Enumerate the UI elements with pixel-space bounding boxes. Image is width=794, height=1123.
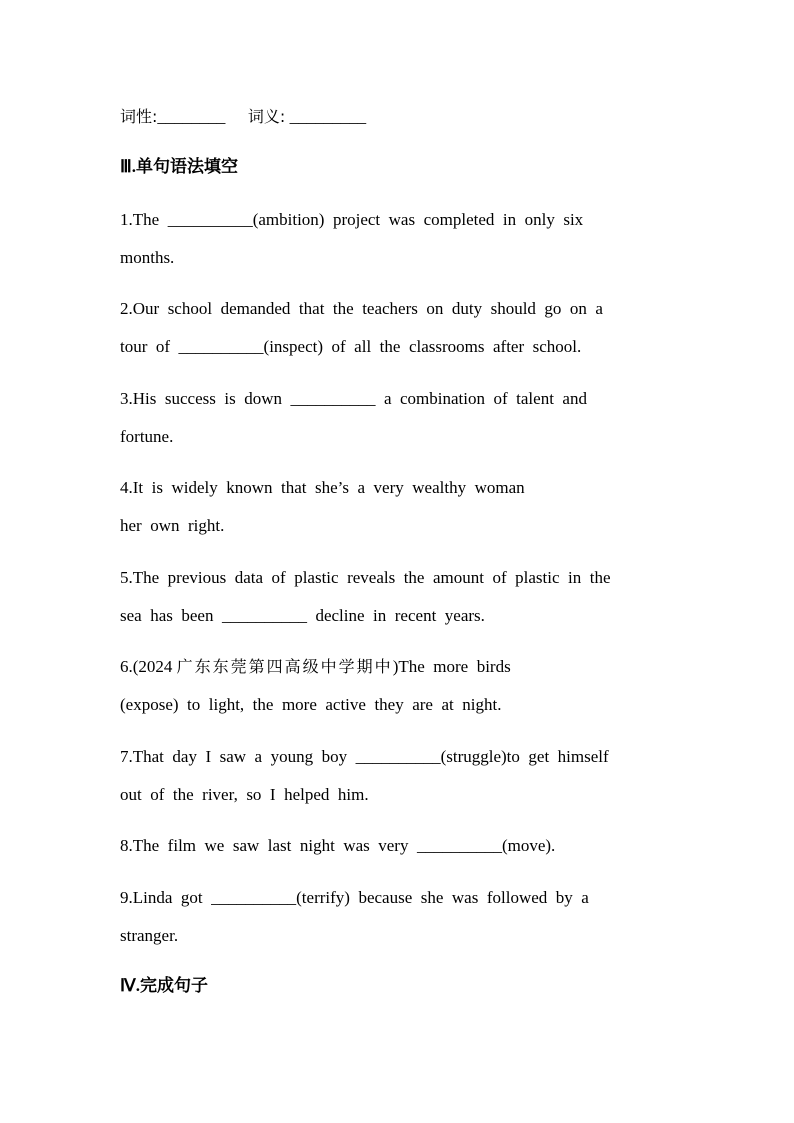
question-9-line-1: 9.Linda got __________(terrify) because she was followed by a	[120, 888, 589, 907]
question-9-line-2: stranger.	[120, 926, 179, 945]
question-7-blank[interactable]: __________	[355, 747, 441, 766]
section-3-title: 单句语法填空	[135, 157, 238, 177]
question-5-line-1: 5.The previous data of plastic reveals the amount of plastic in the	[120, 568, 611, 587]
question-7-line-2: out of the river, so I helped him.	[120, 785, 369, 804]
question-1-line-2: months.	[120, 248, 175, 267]
question-9-blank[interactable]: __________	[211, 888, 297, 907]
section-4-title: 完成句子	[139, 976, 208, 996]
question-5-line-2: sea has been __________ decline in recent years.	[120, 606, 485, 625]
question-1-blank[interactable]: __________	[167, 210, 253, 229]
question-8-blank[interactable]: __________	[416, 836, 502, 855]
question-4-line-2: her own right.	[120, 516, 225, 535]
question-6-source: 广东东莞第四高级中学期中	[176, 657, 393, 676]
meaning-label: 词义:	[247, 107, 286, 126]
question-8-line-1: 8.The film we saw last night was very __________(move).	[120, 836, 556, 855]
pos-label: 词性:	[120, 107, 158, 126]
question-3-blank[interactable]: __________	[290, 389, 376, 408]
section-4-numeral: Ⅳ.	[120, 976, 140, 995]
word-info-line	[120, 106, 366, 128]
question-1-line-1: 1.The __________(ambition) project was completed in only six	[120, 210, 584, 229]
question-2-blank[interactable]: __________	[178, 337, 264, 356]
question-6-line-2: (expose) to light, the more active they are at night.	[120, 695, 502, 714]
section-4-heading	[120, 975, 208, 997]
section-3-heading	[120, 156, 238, 178]
meaning-blank[interactable]: _________	[289, 107, 367, 126]
pos-blank[interactable]: ________	[157, 107, 226, 126]
question-7-line-1: 7.That day I saw a young boy __________(struggle)to get himself	[120, 747, 609, 766]
question-6-line-1: 6.(2024 广东东莞第四高级中学期中)The more birds	[120, 657, 511, 676]
question-2-line-1: 2.Our school demanded that the teachers on duty should go on a	[120, 299, 603, 318]
question-2-line-2: tour of __________(inspect) of all the classrooms after school.	[120, 337, 582, 356]
section-3-numeral: Ⅲ.	[120, 157, 136, 176]
question-5-blank[interactable]: __________	[221, 606, 307, 625]
question-3-line-2: fortune.	[120, 427, 174, 446]
question-4-line-1: 4.It is widely known that she’s a very wealthy woman	[120, 478, 525, 497]
question-3-line-1: 3.His success is down __________ a combination of talent and	[120, 389, 587, 408]
